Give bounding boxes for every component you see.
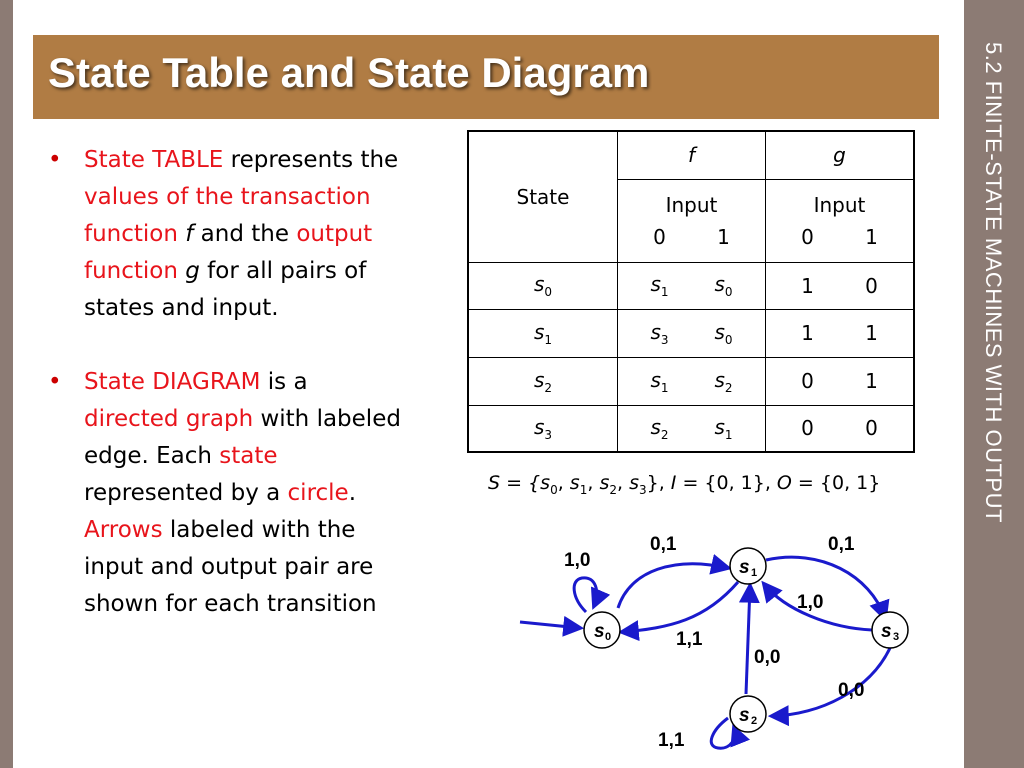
set-subscript: 3	[638, 482, 647, 497]
bullet-text-part: .	[348, 480, 357, 506]
set-subscript: 2	[609, 482, 617, 497]
section-title-text: 5.2 FINITE-STATE MACHINES WITH OUTPUT	[981, 42, 1006, 523]
g-cell	[766, 405, 915, 452]
state-table	[467, 130, 915, 453]
bullet-list	[48, 142, 403, 623]
state-letter: s	[533, 272, 545, 296]
edge-label-s1-to-s3: 0,1	[828, 534, 855, 555]
node-subscript: 2	[751, 715, 758, 727]
f-subscript: 1	[724, 427, 733, 442]
bullet-state-diagram	[48, 364, 403, 623]
bullet-text-part: represented by a	[84, 480, 288, 506]
state-node-s2	[730, 696, 766, 732]
node-subscript: 0	[605, 631, 612, 643]
set-text: s	[540, 472, 551, 494]
f-letter: s	[650, 319, 661, 344]
table-row	[468, 309, 914, 357]
f-letter: s	[650, 414, 661, 439]
f-cell	[618, 357, 766, 405]
bullet-text-part: and the	[193, 221, 297, 247]
f-subscript: 1	[660, 380, 669, 395]
g-input-header	[766, 179, 915, 262]
state-subscript: 3	[544, 427, 553, 442]
f-cell	[618, 309, 766, 357]
g-cell	[766, 262, 915, 309]
bullet-text-part: state	[219, 443, 278, 469]
edge-label-s3-to-s1: 1,0	[797, 592, 824, 613]
state-letter: s	[533, 414, 545, 439]
bullet-text-part: g	[185, 258, 200, 284]
input-label: Input	[665, 192, 718, 217]
edge-label-s0-loop: 1,0	[564, 550, 591, 571]
g-header	[766, 131, 915, 179]
bullet-text-part: with labeled edge. Each	[84, 406, 401, 469]
g-value: 0	[801, 369, 814, 393]
f-header	[618, 131, 766, 179]
g-header-text: g	[833, 143, 846, 168]
slide-title: State Table and State Diagram	[48, 49, 650, 96]
f-header-text: f	[687, 143, 696, 168]
edge-s0-loop	[574, 578, 597, 612]
edge-s3-to-s2	[772, 648, 890, 716]
g-value: 0	[865, 416, 878, 441]
f-letter: s	[714, 319, 725, 344]
f-cell	[618, 262, 766, 309]
f-input-header	[618, 179, 766, 262]
set-subscript: 0	[550, 482, 558, 497]
state-column-header: State	[468, 131, 618, 262]
f-letter: s	[714, 367, 725, 392]
bullet-text-part: Arrows	[84, 517, 163, 543]
edge-s0-to-s1	[618, 564, 728, 608]
set-text: S = {	[488, 472, 541, 494]
edge-label-s3-to-s2: 0,0	[838, 680, 865, 701]
g-cell	[766, 357, 915, 405]
bullet-text-part: values of the transaction function	[84, 184, 371, 247]
f-subscript: 0	[724, 285, 733, 299]
f-letter: s	[650, 272, 661, 296]
state-letter: s	[533, 367, 545, 392]
set-text: O	[776, 472, 792, 494]
bullet-text-part: output function	[84, 221, 373, 284]
bullet-dot: •	[48, 369, 62, 395]
f-letter: s	[650, 367, 661, 392]
vertical-section-title	[964, 0, 1024, 768]
input-label: Input	[813, 192, 866, 217]
bullet-text-part: State TABLE	[84, 147, 224, 173]
bullet-text-part: is a	[260, 369, 308, 395]
set-text: s	[599, 472, 610, 494]
f-subscript: 0	[724, 332, 733, 347]
f-subscript: 2	[724, 380, 733, 395]
table-row	[468, 262, 914, 309]
state-node-s0	[584, 612, 620, 648]
node-label: s	[739, 705, 750, 726]
f-subscript: 1	[660, 285, 669, 299]
state-node-s1	[730, 548, 766, 584]
set-definitions: $S = \{s_0$, $s_1$, $s_2$, $s_3$}, I = {0, 1}, O = {0, 1}	[488, 472, 881, 497]
table-row	[468, 357, 914, 405]
bullet-text-part: State DIAGRAM	[84, 369, 261, 395]
node-subscript: 1	[751, 567, 758, 579]
edge-start-arrow	[520, 622, 580, 628]
set-text: s	[629, 472, 639, 494]
g-value: 1	[865, 369, 878, 393]
bullet-text-part: circle	[287, 480, 349, 506]
set-text: I	[670, 472, 677, 494]
state-diagram	[500, 520, 920, 765]
node-label: s	[594, 621, 605, 642]
bullet-text-part: f	[185, 221, 194, 247]
node-label: s	[881, 621, 892, 642]
f-subscript: 2	[660, 427, 669, 442]
set-text: },	[646, 472, 671, 494]
state-subscript: 0	[544, 285, 553, 299]
bullet-text-part: for all pairs of states and input.	[84, 258, 367, 321]
g-value: 1	[865, 321, 878, 345]
set-subscript: 1	[579, 482, 588, 497]
left-border	[0, 0, 13, 768]
edge-s1-to-s0	[622, 582, 738, 632]
f-subscript: 3	[660, 332, 669, 347]
set-text: = {0, 1}	[791, 472, 881, 494]
bullet-text-part: labeled with the input and output pair are shown for each transition	[84, 517, 377, 617]
f-letter: s	[714, 272, 725, 296]
edge-s2-to-s1	[746, 586, 750, 694]
g-value: 0	[865, 273, 878, 298]
node-label: s	[739, 557, 750, 578]
edge-label-s0-to-s1: 0,1	[650, 534, 677, 555]
bullet-text-part: represents the	[223, 147, 399, 173]
g-cell	[766, 309, 915, 357]
input-value: 0	[653, 224, 666, 249]
state-cell	[468, 357, 618, 405]
edge-label-s2-loop: 1,1	[658, 730, 685, 751]
table-row	[468, 405, 914, 452]
node-subscript: 3	[893, 631, 900, 643]
set-text: = {0, 1},	[676, 472, 777, 494]
g-value: 1	[801, 273, 814, 298]
f-cell	[618, 405, 766, 452]
state-cell	[468, 309, 618, 357]
bullet-text-part: directed graph	[84, 406, 254, 432]
edge-label-s2-to-s1: 0,0	[754, 647, 781, 668]
state-letter: s	[533, 319, 545, 344]
f-letter: s	[714, 414, 725, 439]
state-node-s3	[872, 612, 908, 648]
state-subscript: 1	[544, 332, 553, 347]
bullet-dot: •	[48, 147, 62, 173]
state-cell	[468, 405, 618, 452]
g-value: 1	[801, 321, 814, 345]
state-cell	[468, 262, 618, 309]
input-value: 0	[801, 224, 814, 249]
set-text: s	[569, 472, 580, 494]
input-value: 1	[717, 224, 730, 249]
edge-s1-to-s3	[766, 557, 885, 618]
input-value: 1	[865, 224, 878, 249]
bullet-state-table	[48, 142, 403, 327]
edge-label-s1-to-s0: 1,1	[676, 629, 703, 650]
state-subscript: 2	[544, 380, 553, 395]
g-value: 0	[801, 416, 814, 441]
